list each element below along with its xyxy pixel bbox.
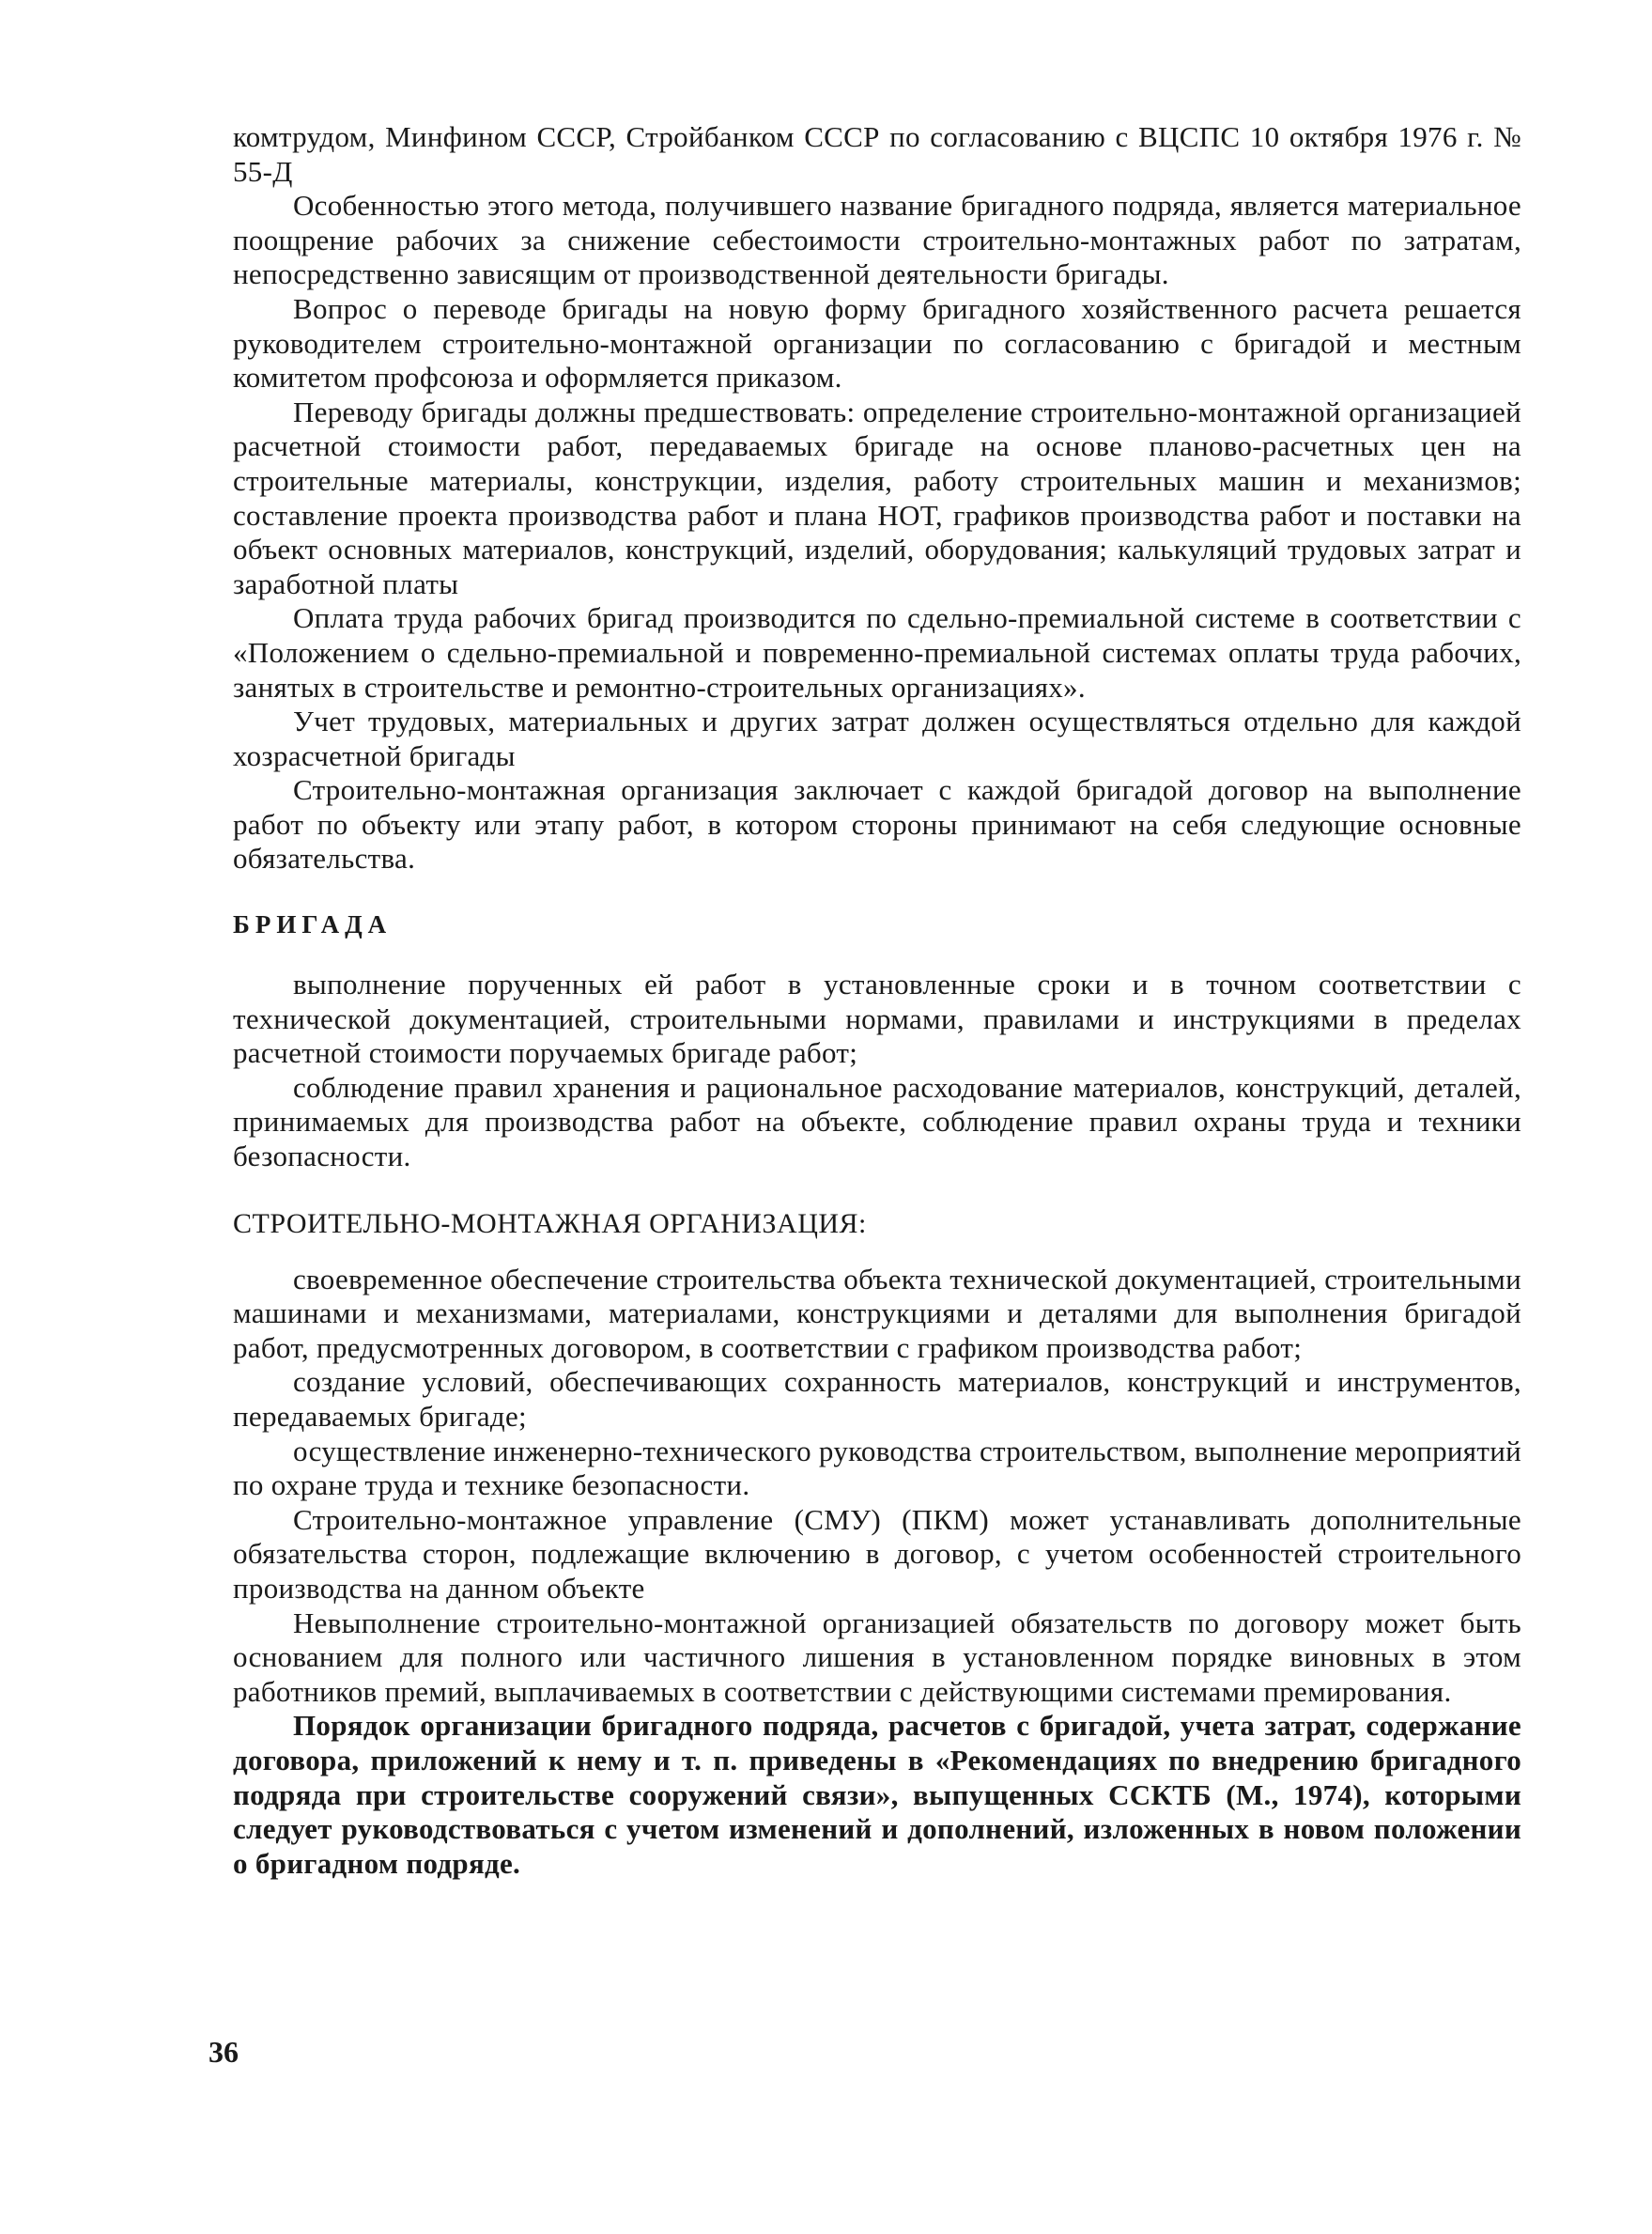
paragraph-transfer-preconditions: Переводу бригады должны предшествовать: определение строительно-монтажной организацией расчетной стоимости работ, передаваемых бригаде на основе планово-расчетных цен на строительные материалы, конструкции, изделия, работу строительных машин и механизмов; составление проекта производства работ и плана НОТ, графиков производства работ и поставки на объект основных материалов, конструкций, изделий, оборудования; калькуляций трудовых затрат и заработной платы <box>233 395 1521 600</box>
page-number: 36 <box>208 2035 239 2069</box>
paragraph-method-feature: Особенностью этого метода, получившего название бригадного подряда, является материальное поощрение рабочих за снижение себестоимости строительно-монтажных работ по затратам, непосредственно зависящим от производственной деятельности бригады. <box>233 189 1521 291</box>
organization-obligation-item: осуществление инженерно-технического руководства строительством, выполнение мероприятий по охране труда и технике безопасности. <box>233 1434 1521 1502</box>
document-page <box>233 120 1521 1881</box>
paragraph-procedure: Порядок организации бригадного подряда, расчетов с бригадой, учета затрат, содержание договора, приложений к нему и т. п. приведены в «Рекомендациях по внедрению бригадного подряда при строительстве сооружений связи», выпущенных ССКТБ (М., 1974), которыми следует руководствоваться с учетом изменений и дополнений, изложенных в новом положении о бригадном подряде. <box>233 1709 1521 1880</box>
paragraph-smu-additional: Строительно-монтажное управление (СМУ) (ПКМ) может устанавливать дополнительные обязательства сторон, подлежащие включению в договор, с учетом особенностей строительного производства на данном объекте <box>233 1502 1521 1605</box>
paragraph-accounting: Учет трудовых, материальных и других затрат должен осуществляться отдельно для каждой хозрасчетной бригады <box>233 705 1521 772</box>
section-heading-organization: СТРОИТЕЛЬНО-МОНТАЖНАЯ ОРГАНИЗАЦИЯ: <box>233 1207 867 1239</box>
paragraph-contract: Строительно-монтажная организация заключает с каждой бригадой договор на выполнение работ по объекту или этапу работ, в котором стороны принимают на себя следующие основные обязательства. <box>233 773 1521 876</box>
paragraph-intro: комтрудом, Минфином СССР, Стройбанком СССР по согласованию с ВЦСПС 10 октября 1976 г. № 55-Д <box>233 120 1521 188</box>
brigade-obligation-item: соблюдение правил хранения и рациональное расходование материалов, конструкций, деталей, принимаемых для производства работ на объекте, соблюдение правил охраны труда и техники безопасности. <box>233 1070 1521 1173</box>
paragraph-transfer-question: Вопрос о переводе бригады на новую форму бригадного хозяйственного расчета решается руководителем строительно-монтажной организации по согласованию с бригадой и местным комитетом профсоюза и оформляется приказом. <box>233 291 1521 395</box>
organization-obligation-item: создание условий, обеспечивающих сохранность материалов, конструкций и инструментов, передаваемых бригаде; <box>233 1365 1521 1433</box>
organization-obligation-item: своевременное обеспечение строительства объекта технической документацией, строительными машинами и механизмами, материалами, конструкциями и деталями для выполнения бригадой работ, предусмотренных договором, в соответствии с графиком производства работ; <box>233 1262 1521 1364</box>
paragraph-non-fulfillment: Невыполнение строительно-монтажной организацией обязательств по договору может быть основанием для полного или частичного лишения в установленном порядке виновных в этом работников премий, выплачиваемых в соответствии с действующими системами премирования. <box>233 1606 1521 1708</box>
brigade-obligation-item: выполнение порученных ей работ в установленные сроки и в точном соответствии с технической документацией, строительными нормами, правилами и инструкциями в пределах расчетной стоимости поручаемых бригаде работ; <box>233 968 1521 1070</box>
section-heading-brigade: БРИГАДА <box>233 910 393 939</box>
paragraph-payment: Оплата труда рабочих бригад производится по сдельно-премиальной системе в соответствии с «Положением о сдельно-премиальной и повременно-премиальной системах оплаты труда рабочих, занятых в строительстве и ремонтно-строительных организациях». <box>233 601 1521 704</box>
